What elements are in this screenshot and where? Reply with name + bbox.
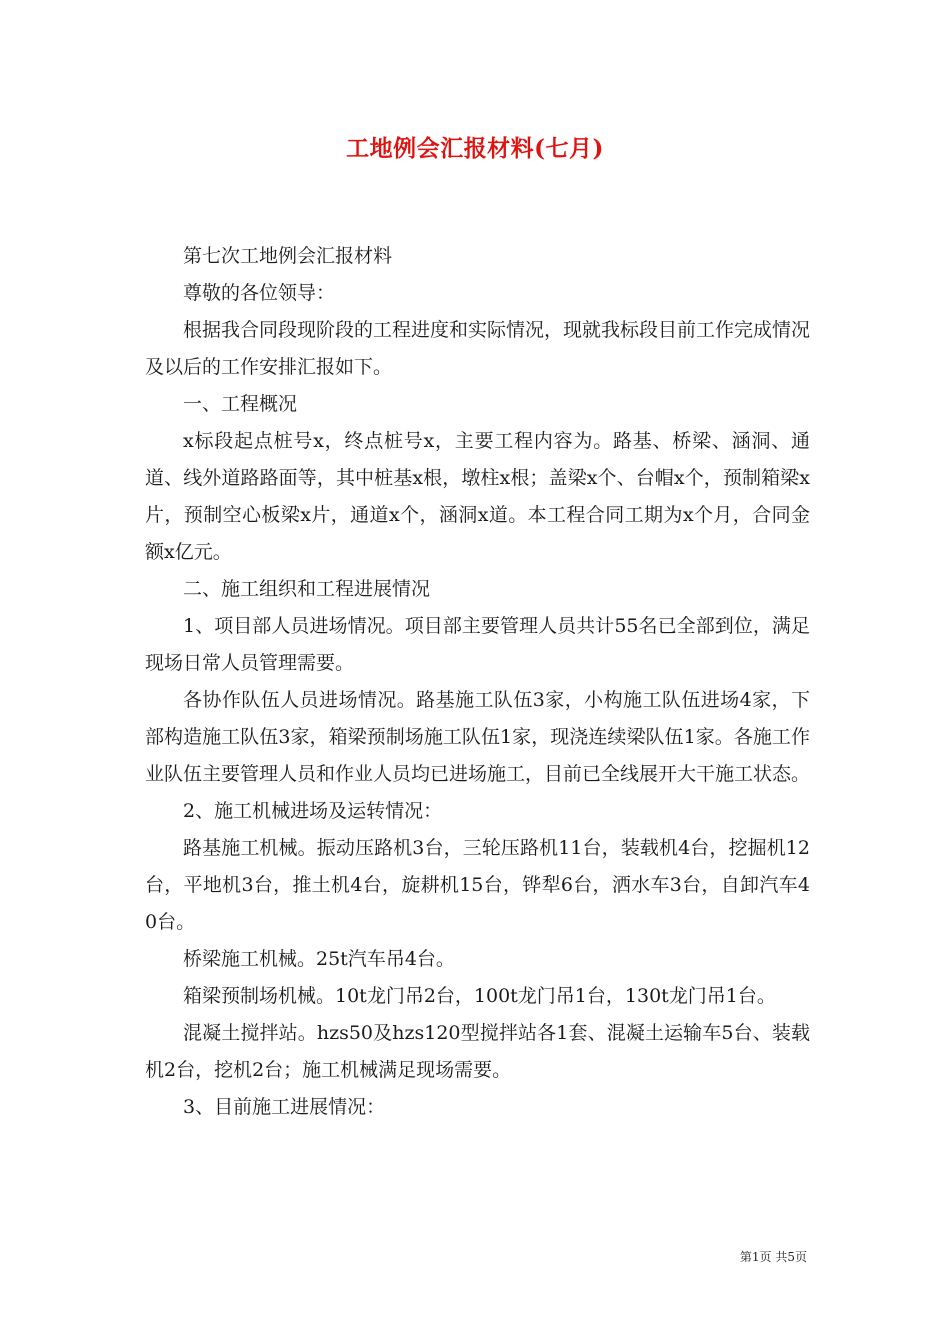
paragraph-girder-machinery: 箱梁预制场机械。10t龙门吊2台，100t龙门吊1台，130t龙门吊1台。 [183, 985, 776, 1007]
paragraph-bridge-machinery: 桥梁施工机械。25t汽车吊4台。 [183, 948, 455, 970]
paragraph-progress-heading: 3、目前施工进展情况： [183, 1096, 386, 1118]
document-body [145, 238, 810, 1126]
document-title: 工地例会汇报材料(七月) [346, 135, 604, 162]
paragraph-teams: 各协作队伍人员进场情况。路基施工队伍3家，小构施工队伍进场4家，下部构造施工队伍3家，箱梁预制场施工队伍1家，现浇连续梁队伍1家。各施工作业队伍主要管理人员和作业人员均已进场施工，目前已全线展开大干施工状态。 [145, 689, 811, 785]
paragraph-intro: 根据我合同段现阶段的工程进度和实际情况，现就我标段目前工作完成情况及以后的工作安排汇报如下。 [145, 319, 811, 378]
paragraph-concrete-station: 混凝土搅拌站。hzs50及hzs120型搅拌站各1套、混凝土运输车5台、装载机2台，挖机2台；施工机械满足现场需要。 [145, 1022, 810, 1081]
page-number-footer: 第1页 共5页 [739, 1250, 807, 1264]
paragraph-machinery-heading: 2、施工机械进场及运转情况： [183, 800, 443, 822]
paragraph-salutation: 尊敬的各位领导： [183, 282, 336, 304]
paragraph-staff: 1、项目部人员进场情况。项目部主要管理人员共计55名已全部到位，满足现场日常人员管理需要。 [145, 615, 810, 674]
section-heading-overview: 一、工程概况 [183, 393, 298, 415]
paragraph-roadbed-machinery: 路基施工机械。振动压路机3台，三轮压路机11台，装载机4台，挖掘机12台，平地机3台，推土机4台，旋耕机15台，铧犁6台，洒水车3台，自卸汽车40台。 [145, 837, 810, 933]
paragraph-overview: x标段起点桩号x，终点桩号x，主要工程内容为。路基、桥梁、涵洞、通道、线外道路路面等，其中桩基x根，墩柱x根；盖梁x个、台帽x个，预制箱梁x片，预制空心板梁x片，通道x个，涵洞x道。本工程合同工期为x个月，合同金额x亿元。 [145, 430, 810, 563]
section-heading-organization: 二、施工组织和工程进展情况 [183, 578, 431, 600]
paragraph-heading: 第七次工地例会汇报材料 [183, 245, 393, 267]
